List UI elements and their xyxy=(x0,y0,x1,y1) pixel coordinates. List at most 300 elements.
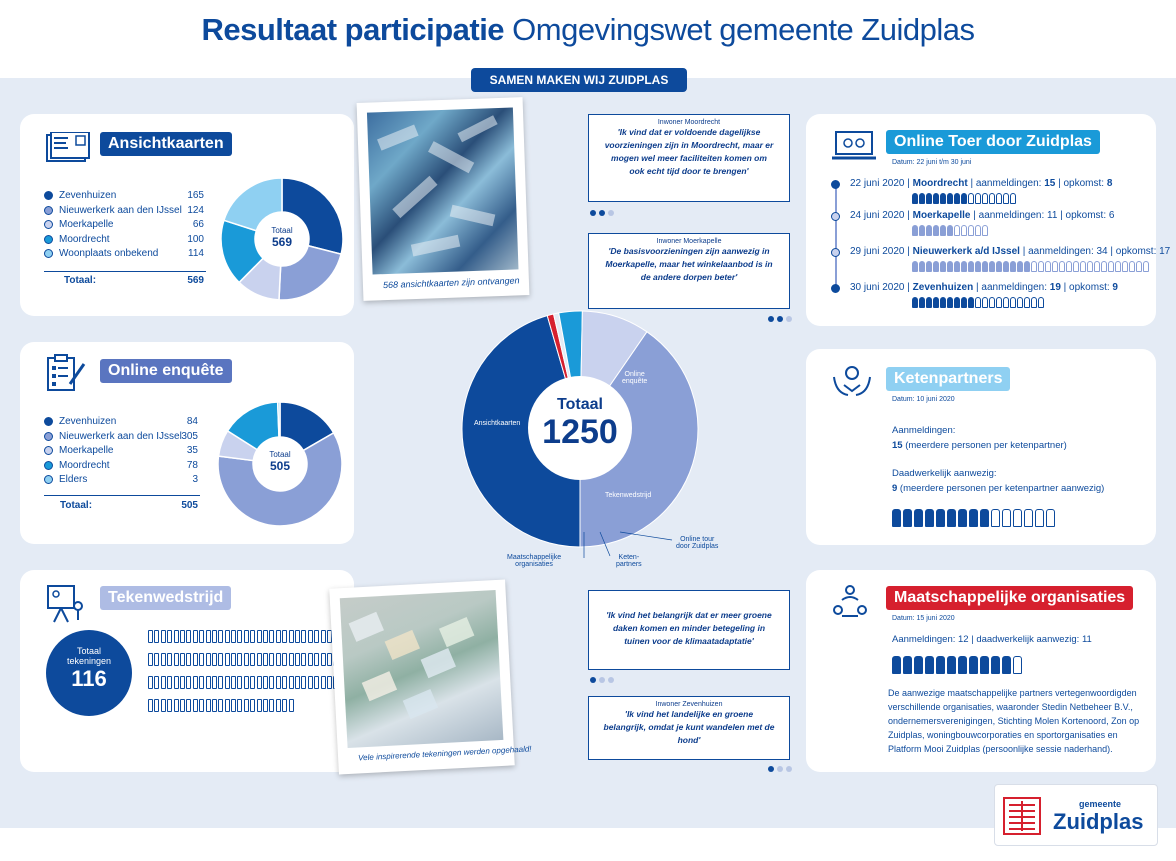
drawing-sheet-icon xyxy=(206,630,211,643)
keten-aanwezig xyxy=(892,466,1104,496)
person-icon xyxy=(1002,656,1011,674)
pie-leader-lines xyxy=(560,530,690,570)
drawing-sheet-icon xyxy=(154,653,159,666)
drawing-sheet-icon xyxy=(167,699,172,712)
legend-dot xyxy=(44,249,53,258)
person-icon xyxy=(982,297,988,308)
legend-dot xyxy=(44,417,53,426)
drawing-sheet-icon xyxy=(295,630,300,643)
drawing-sheet-icon xyxy=(269,653,274,666)
person-icon xyxy=(919,261,925,272)
quote-author: Inwoner Moerkapelle xyxy=(656,238,722,245)
person-icon xyxy=(1136,261,1142,272)
legend-dot xyxy=(44,220,53,229)
person-icon xyxy=(903,656,912,674)
entry-date: 30 juni 2020 | xyxy=(850,282,913,293)
person-icon xyxy=(1017,261,1023,272)
legend-value: 66 xyxy=(192,219,204,230)
person-icon xyxy=(996,297,1002,308)
keten-date: Datum: 10 juni 2020 xyxy=(892,396,955,403)
drawing-sheet-icon xyxy=(206,653,211,666)
drawing-sheet-icon xyxy=(206,676,211,689)
divider xyxy=(44,495,200,496)
keten-label: Ketenpartners xyxy=(886,367,1010,391)
person-icon xyxy=(912,225,918,236)
legend-dot xyxy=(44,446,53,455)
legend-name: Zevenhuizen xyxy=(59,416,117,427)
drawing-sheet-icon xyxy=(257,630,262,643)
gemeente-logo[interactable] xyxy=(994,784,1158,846)
person-icon xyxy=(1052,261,1058,272)
drawing-sheet-icon xyxy=(225,699,230,712)
person-icon xyxy=(914,656,923,674)
drawing-sheet-icon xyxy=(295,676,300,689)
quote-moerkapelle xyxy=(588,233,790,309)
drawing-sheet-icon xyxy=(257,653,262,666)
person-icon xyxy=(1003,261,1009,272)
drawing-sheet-icon xyxy=(174,653,179,666)
drawing-sheet-icon xyxy=(321,676,326,689)
entry-sep: | opkomst: xyxy=(1060,282,1113,293)
drawing-sheet-icon xyxy=(263,653,268,666)
entry-aanmeldingen: 15 xyxy=(1044,178,1056,189)
drawing-sheet-icon xyxy=(276,653,281,666)
timeline-line xyxy=(835,184,837,290)
drawing-sheet-icon xyxy=(237,676,242,689)
legend-name: Zevenhuizen xyxy=(59,190,117,201)
quote-text: 'Ik vind dat er voldoende dagelijkse voorzieningen zijn in Moordrecht, maar er mogen wel meer faciliteiten komen om ook echt tijd door te brengen' xyxy=(604,127,774,176)
person-icon xyxy=(989,261,995,272)
drawing-sheet-icon xyxy=(225,630,230,643)
drawing-sheet-icon xyxy=(327,653,332,666)
person-icon xyxy=(892,509,901,527)
drawing-sheet-icon xyxy=(218,699,223,712)
drawing-sheet-icon xyxy=(186,699,191,712)
center-total-value: 1250 xyxy=(542,413,618,451)
drawing-sheet-icon xyxy=(282,699,287,712)
donut-total-label: Totaal xyxy=(269,450,291,459)
person-icon xyxy=(903,509,912,527)
drawing-sheet-icon xyxy=(314,653,319,666)
logo-small-text: gemeente xyxy=(1079,799,1122,809)
person-icon xyxy=(996,193,1002,204)
aanwezig-title: Daadwerkelijk aanwezig: xyxy=(892,468,997,479)
drawing-sheet-icon xyxy=(180,653,185,666)
person-icon xyxy=(940,261,946,272)
pie-label-tour: Online tour door Zuidplas xyxy=(676,536,719,550)
divider xyxy=(44,271,206,272)
drawing-sheet-icon xyxy=(154,630,159,643)
postcards-image xyxy=(367,108,519,275)
entry-stats: | aanmeldingen: 11 | opkomst: 6 xyxy=(973,210,1115,221)
drawing-sheet-icon xyxy=(314,630,319,643)
enquete-label: Online enquête xyxy=(100,359,232,383)
drawing-sheet-icon xyxy=(321,630,326,643)
person-icon xyxy=(1143,261,1149,272)
person-icon xyxy=(947,193,953,204)
person-icon xyxy=(980,509,989,527)
quote-pager[interactable] xyxy=(590,210,614,216)
drawing-sheet-icon xyxy=(199,653,204,666)
person-icon xyxy=(996,261,1002,272)
maat-date: Datum: 15 juni 2020 xyxy=(892,615,955,622)
person-icon xyxy=(1073,261,1079,272)
legend-row xyxy=(44,445,113,456)
drawing-sheet-icon xyxy=(161,699,166,712)
person-icon xyxy=(1003,193,1009,204)
quote-text: 'De basisvoorzieningen zijn aanwezig in Moerkapelle, maar het winkelaanbod is in de andere dorpen beter' xyxy=(605,246,773,282)
drawing-sheet-icon xyxy=(244,676,249,689)
person-icon xyxy=(975,297,981,308)
person-icon xyxy=(926,297,932,308)
laptop-video-icon xyxy=(832,130,876,167)
drawing-sheet-icon xyxy=(148,630,153,643)
person-icon xyxy=(991,509,1000,527)
drawing-sheet-icon xyxy=(148,653,153,666)
entry-place: Moordrecht xyxy=(912,178,971,189)
drawing-sheet-icon xyxy=(212,630,217,643)
aanwezig-line: 9 (meerdere personen per ketenpartner aanwezig) xyxy=(892,483,1105,494)
person-icon xyxy=(954,297,960,308)
drawing-sheet-icon xyxy=(186,630,191,643)
drawing-sheet-icon xyxy=(276,630,281,643)
aanmeldingen-title: Aanmeldingen: xyxy=(892,425,956,436)
person-icon xyxy=(919,193,925,204)
drawing-sheet-icon xyxy=(218,676,223,689)
keten-aanmeldingen xyxy=(892,423,1067,453)
legend-row xyxy=(44,460,110,471)
person-icon xyxy=(961,261,967,272)
drawing-sheet-icon xyxy=(161,630,166,643)
center-total-circle xyxy=(528,376,632,480)
person-icon xyxy=(982,261,988,272)
postcards-caption: 568 ansichtkaarten zijn ontvangen xyxy=(382,275,520,291)
drawing-sheet-icon xyxy=(186,676,191,689)
person-icon xyxy=(961,193,967,204)
legend-value: 305 xyxy=(181,430,198,442)
drawing-sheet-icon xyxy=(174,630,179,643)
total-label: Totaal: xyxy=(60,500,93,511)
drawing-sheet-icon xyxy=(148,699,153,712)
pie-label-maatschappelijk: Maatschappelijke organisaties xyxy=(507,554,562,568)
person-icon xyxy=(958,509,967,527)
maat-line: Aanmeldingen: 12 | daadwerkelijk aanwezig: 11 xyxy=(892,634,1092,645)
drawing-sheet-icon xyxy=(263,699,268,712)
person-icon xyxy=(947,656,956,674)
quote-zevenhuizen xyxy=(588,696,790,760)
entry-place: Moerkapelle xyxy=(912,210,974,221)
drawing-sheet-icon xyxy=(231,699,236,712)
page-title: Resultaat participatie Omgevingswet gemeente Zuidplas xyxy=(201,12,975,47)
timeline-dot xyxy=(831,284,840,293)
drawings-image xyxy=(340,590,504,748)
tour-entry xyxy=(850,246,1170,257)
person-icon xyxy=(947,261,953,272)
drawing-sheet-icon xyxy=(308,630,313,643)
legend-name: Moordrecht xyxy=(59,233,110,245)
person-icon xyxy=(968,261,974,272)
timeline-dot xyxy=(831,180,840,189)
drawing-sheet-icon xyxy=(289,676,294,689)
legend-value: 165 xyxy=(187,190,204,201)
drawing-sheet-icon xyxy=(269,699,274,712)
entry-stats: | aanmeldingen: 34 | opkomst: 17 xyxy=(1022,246,1171,257)
entry-sep: | opkomst: xyxy=(1055,178,1107,189)
pie-label-ansichtkaarten: Ansichtkaarten xyxy=(474,420,521,427)
drawing-sheet-icon xyxy=(174,699,179,712)
drawing-sheet-icon xyxy=(180,676,185,689)
drawing-sheet-icon xyxy=(167,676,172,689)
tekenwedstrijd-card xyxy=(20,570,354,772)
tour-card xyxy=(806,114,1171,326)
maatschappelijk-card xyxy=(806,570,1156,772)
keten-card xyxy=(806,349,1156,545)
drawings-total-circle xyxy=(46,630,132,716)
drawing-sheet-icon xyxy=(237,630,242,643)
person-icon xyxy=(989,297,995,308)
timeline-dot xyxy=(831,212,840,221)
drawing-sheet-icon xyxy=(199,676,204,689)
person-icon xyxy=(1115,261,1121,272)
drawing-sheet-icon xyxy=(301,653,306,666)
drawing-sheet-icon xyxy=(327,676,332,689)
person-icon xyxy=(919,225,925,236)
pie-label-keten: Keten- partners xyxy=(616,554,642,568)
person-icon xyxy=(1010,261,1016,272)
maat-people-row xyxy=(892,656,1022,674)
tour-label: Online Toer door Zuidplas xyxy=(886,130,1100,154)
enquete-card xyxy=(20,342,354,544)
entry-opkomst: 9 xyxy=(1112,282,1118,293)
drawing-sheet-icon xyxy=(199,630,204,643)
drawing-sheet-icon xyxy=(154,676,159,689)
tagline-badge: SAMEN MAKEN WIJ ZUIDPLAS xyxy=(471,68,687,92)
quote-pager[interactable] xyxy=(768,766,792,772)
postcards-photo xyxy=(357,97,530,301)
legend-value: 35 xyxy=(186,445,198,456)
drawing-sheet-icon xyxy=(282,630,287,643)
person-icon xyxy=(968,193,974,204)
drawing-sheet-icon xyxy=(193,676,198,689)
drawing-sheet-icon xyxy=(167,653,172,666)
person-icon xyxy=(1066,261,1072,272)
person-icon xyxy=(1013,509,1022,527)
drawing-sheet-icon xyxy=(282,676,287,689)
legend-value: 124 xyxy=(187,204,204,216)
drawing-sheet-icon xyxy=(244,653,249,666)
legend-value: 78 xyxy=(186,459,198,471)
person-icon xyxy=(1129,261,1135,272)
legend-name: Nieuwerkerk aan den IJssel xyxy=(59,430,182,442)
drawing-sheet-icon xyxy=(269,676,274,689)
drawing-sheet-icon xyxy=(289,630,294,643)
drawing-sheet-icon xyxy=(167,630,172,643)
circle-label: Totaal xyxy=(76,646,102,656)
drawing-sheet-icon xyxy=(301,630,306,643)
person-icon xyxy=(961,297,967,308)
person-icon xyxy=(1094,261,1100,272)
person-icon xyxy=(925,656,934,674)
person-icon xyxy=(947,297,953,308)
logo-big-text: Zuidplas xyxy=(1053,809,1144,834)
quote-pager[interactable] xyxy=(768,316,792,322)
person-icon xyxy=(1010,193,1016,204)
person-icon xyxy=(933,261,939,272)
quote-pager[interactable] xyxy=(590,677,614,683)
donut-total-value: 569 xyxy=(271,235,293,249)
drawing-sheet-icon xyxy=(289,653,294,666)
legend-dot xyxy=(44,432,53,441)
drawing-sheet-icon xyxy=(231,676,236,689)
tour-people-row xyxy=(912,297,1044,308)
person-icon xyxy=(969,509,978,527)
legend-dot xyxy=(44,191,53,200)
drawing-sheet-icon xyxy=(193,699,198,712)
person-icon xyxy=(912,193,918,204)
ansichtkaarten-label: Ansichtkaarten xyxy=(100,132,232,156)
quote-moordrecht xyxy=(588,114,790,202)
drawing-sheet-icon xyxy=(237,653,242,666)
donut-total-value: 505 xyxy=(269,459,291,473)
person-icon xyxy=(1059,261,1065,272)
network-people-icon xyxy=(832,584,868,625)
person-icon xyxy=(1108,261,1114,272)
drawing-sheet-icon xyxy=(282,653,287,666)
drawing-sheet-icon xyxy=(257,676,262,689)
drawing-sheet-icon xyxy=(295,653,300,666)
legend-row xyxy=(44,474,87,485)
entry-date: 29 juni 2020 | xyxy=(850,246,913,257)
drawing-sheet-icon xyxy=(263,630,268,643)
quote-text: 'Ik vind het belangrijk dat er meer groene daken komen en minder betegeling in tuinen voor de klimaatadaptatie' xyxy=(606,610,772,646)
circle-sublabel: tekeningen xyxy=(66,656,112,666)
person-icon xyxy=(926,225,932,236)
drawing-sheet-icon xyxy=(212,676,217,689)
person-icon xyxy=(954,193,960,204)
postcard-icon xyxy=(46,132,90,169)
person-icon xyxy=(925,509,934,527)
maat-description: De aanwezige maatschappelijke partners vertegenwoordigden verschillende organisaties, waaronder Stedin Netbeheer B.V., ondernemersverenigingen, Stichting Molen Kortenoord, Zon op Zuidplas, woningbouwcorporaties en sportorganisaties en Platform Mooi Zuidplas (persoonlijke sessie naderhand). xyxy=(888,688,1140,754)
total-value: 505 xyxy=(181,500,198,511)
drawing-sheet-icon xyxy=(218,653,223,666)
legend-value: 3 xyxy=(192,474,198,485)
drawing-sheet-icon xyxy=(231,630,236,643)
entry-opkomst: 8 xyxy=(1106,178,1113,189)
legend-row xyxy=(44,205,182,216)
tour-people-row xyxy=(912,225,988,236)
drawing-sheet-icon xyxy=(199,699,204,712)
quote-author: Inwoner Zevenhuizen xyxy=(655,701,723,708)
drawings-grid xyxy=(148,630,348,722)
person-icon xyxy=(954,261,960,272)
person-icon xyxy=(926,261,932,272)
drawing-sheet-icon xyxy=(212,653,217,666)
drawing-sheet-icon xyxy=(148,676,153,689)
drawing-sheet-icon xyxy=(308,676,313,689)
drawing-sheet-icon xyxy=(180,630,185,643)
legend-value: 84 xyxy=(186,416,198,427)
person-icon xyxy=(1087,261,1093,272)
person-icon xyxy=(1101,261,1107,272)
drawings-photo xyxy=(329,580,532,775)
entry-place: Zevenhuizen xyxy=(912,282,977,293)
maatschappelijk-label: Maatschappelijke organisaties xyxy=(886,586,1133,610)
person-icon xyxy=(926,193,932,204)
entry-aanmeldingen: 19 xyxy=(1049,282,1061,293)
legend-row xyxy=(44,190,116,201)
person-icon xyxy=(1013,656,1022,674)
person-icon xyxy=(968,225,974,236)
person-icon xyxy=(940,297,946,308)
legend-row xyxy=(44,234,110,245)
person-icon xyxy=(975,225,981,236)
person-icon xyxy=(969,656,978,674)
drawing-sheet-icon xyxy=(231,653,236,666)
person-icon xyxy=(975,193,981,204)
quote-groene-daken xyxy=(588,590,790,670)
person-icon xyxy=(1038,297,1044,308)
person-icon xyxy=(940,193,946,204)
legend-row xyxy=(44,219,113,230)
drawing-sheet-icon xyxy=(193,653,198,666)
legend-row xyxy=(44,416,116,427)
person-icon xyxy=(1017,297,1023,308)
tour-entry xyxy=(850,210,1114,221)
easel-drawing-icon xyxy=(46,584,86,629)
person-icon xyxy=(1010,297,1016,308)
person-icon xyxy=(914,509,923,527)
zuidplas-logo-mark xyxy=(1003,797,1041,835)
tour-entry xyxy=(850,178,1112,189)
person-icon xyxy=(982,225,988,236)
center-total-label: Totaal xyxy=(557,396,603,413)
legend-dot xyxy=(44,206,53,215)
legend-name: Moerkapelle xyxy=(59,445,114,456)
person-icon xyxy=(912,261,918,272)
drawing-sheet-icon xyxy=(161,676,166,689)
person-icon xyxy=(1024,509,1033,527)
person-icon xyxy=(958,656,967,674)
person-icon xyxy=(947,225,953,236)
drawing-sheet-icon xyxy=(193,630,198,643)
drawing-sheet-icon xyxy=(276,699,281,712)
person-icon xyxy=(991,656,1000,674)
drawing-sheet-icon xyxy=(212,699,217,712)
person-icon xyxy=(919,297,925,308)
quote-text: 'Ik vind het landelijke en groene belangrijk, omdat je kunt wandelen met de hond' xyxy=(603,709,775,745)
circle-value: 116 xyxy=(71,666,107,691)
person-icon xyxy=(1031,297,1037,308)
drawing-sheet-icon xyxy=(308,653,313,666)
tour-people-row xyxy=(912,261,1149,272)
entry-date: 24 juni 2020 | xyxy=(850,210,913,221)
pie-label-tekenwedstrijd: Tekenwedstrijd xyxy=(605,492,652,499)
person-icon xyxy=(1080,261,1086,272)
person-icon xyxy=(1002,509,1011,527)
tour-entry xyxy=(850,282,1118,293)
person-icon xyxy=(1046,509,1055,527)
legend-value: 114 xyxy=(188,248,204,259)
drawing-sheet-icon xyxy=(225,653,230,666)
survey-clipboard-icon xyxy=(46,354,86,399)
person-icon xyxy=(961,225,967,236)
drawing-sheet-icon xyxy=(269,630,274,643)
drawing-sheet-icon xyxy=(186,653,191,666)
person-icon xyxy=(1024,297,1030,308)
person-icon xyxy=(1003,297,1009,308)
person-icon xyxy=(1038,261,1044,272)
person-icon xyxy=(912,297,918,308)
